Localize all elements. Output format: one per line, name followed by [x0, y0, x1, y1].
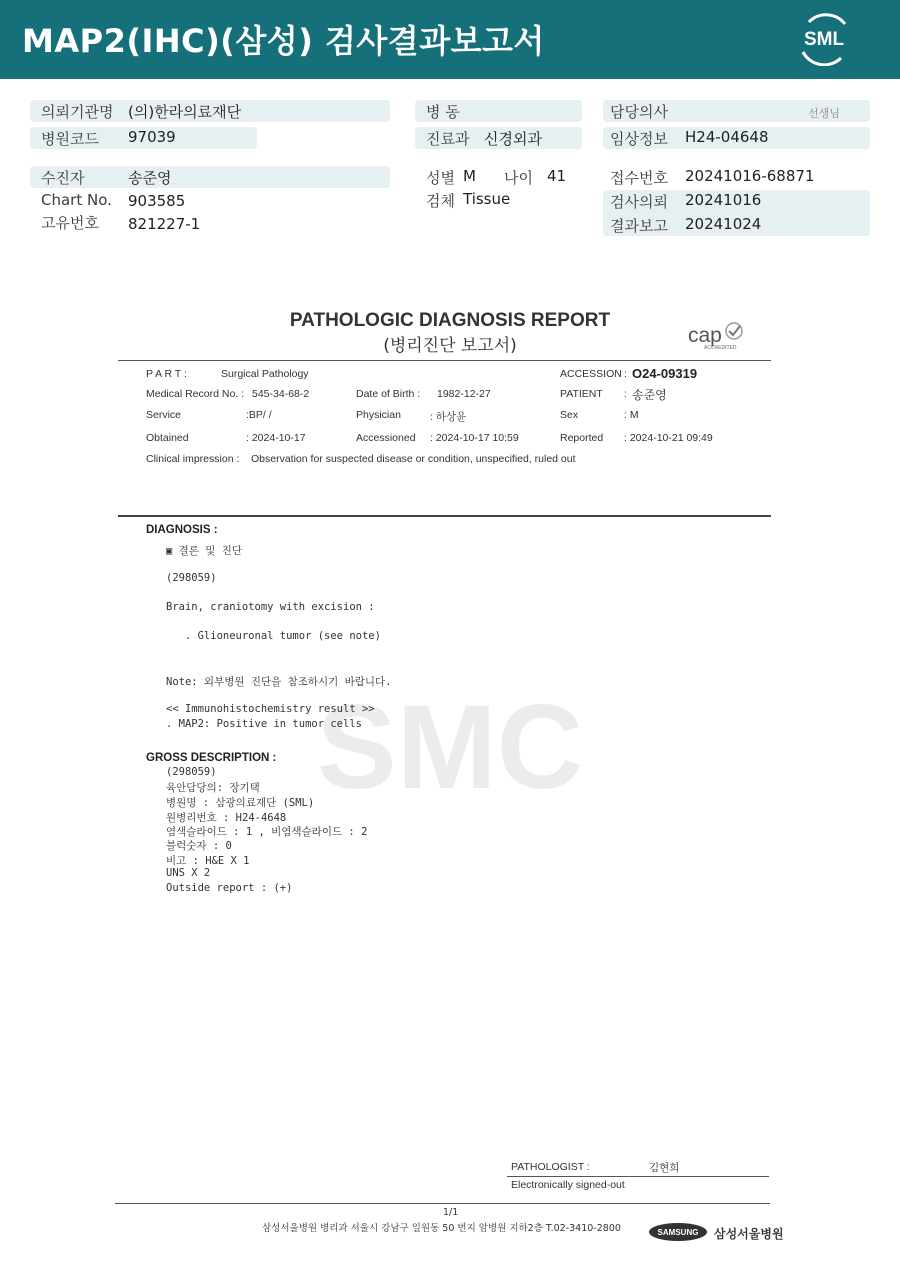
gross-line: 비고 : H&E X 1 — [166, 855, 250, 867]
report-header-divider — [118, 360, 771, 361]
mrn-label: Medical Record No. : — [146, 388, 245, 400]
patient-report-value: 송준영 — [632, 388, 667, 402]
gross-line: Outside report : (+) — [166, 882, 293, 894]
age-label: 나이 — [504, 169, 533, 187]
patient-value: 송준영 — [128, 169, 172, 187]
physician-value: : 하상윤 — [430, 411, 467, 423]
hospital-code-label: 병원코드 — [41, 130, 99, 148]
obtained-label: Obtained — [146, 432, 189, 444]
diagnosis-line: << Immunohistochemistry result >> — [166, 703, 375, 715]
diagnosis-line: . MAP2: Positive in tumor cells — [166, 718, 362, 730]
accession-label: ACCESSION — [560, 368, 622, 380]
patient-report-label: PATIENT — [560, 388, 603, 400]
svg-text:SAMSUNG: SAMSUNG — [657, 1228, 699, 1237]
diagnosis-line: ▣ 결론 및 진단 — [166, 545, 243, 557]
gross-line: UNS X 2 — [166, 867, 211, 879]
accession-value: O24-09319 — [632, 366, 698, 381]
gross-description-heading: GROSS DESCRIPTION : — [146, 752, 277, 764]
request-label: 검사의뢰 — [610, 193, 668, 211]
gross-line: (298059) — [166, 766, 217, 778]
sex-value: M — [463, 167, 476, 185]
diagnosis-line: Note: 외부병원 진단을 참조하시기 바랍니다. — [166, 676, 392, 688]
pathologist-value: 김현희 — [649, 1162, 680, 1174]
sex-report-label: Sex — [560, 409, 579, 421]
reported-label: Reported — [560, 432, 604, 444]
dob-label: Date of Birth : — [356, 388, 421, 400]
gross-line: 블럭숫자 : 0 — [166, 840, 232, 852]
cap-accredited-logo-icon — [686, 318, 750, 352]
clinical-impression-label: Clinical impression : — [146, 453, 240, 465]
diagnosis-heading: DIAGNOSIS : — [146, 524, 218, 536]
footer-divider — [115, 1203, 770, 1204]
result-label: 결과보고 — [610, 217, 668, 235]
diagnosis-line: Brain, craniotomy with excision : — [166, 601, 375, 613]
signed-out-text: Electronically signed-out — [511, 1179, 625, 1191]
service-label: Service — [146, 409, 182, 421]
institution-value: (의)한라의료재단 — [128, 103, 242, 121]
gross-line: 육안담당의: 장기택 — [166, 782, 260, 794]
accession-colon: : — [624, 368, 627, 380]
hospital-name: 삼성서울병원 — [714, 1227, 784, 1241]
diagnosis-line: . Glioneuronal tumor (see note) — [166, 630, 381, 642]
ward-label: 병 동 — [426, 103, 460, 121]
unique-label: 고유번호 — [41, 214, 99, 232]
department-label: 진료과 — [426, 130, 470, 148]
unique-value: 821227-1 — [128, 215, 201, 233]
samsung-logo-icon — [648, 1222, 708, 1242]
svg-text:SML: SML — [803, 29, 845, 50]
hospital-code-value: 97039 — [128, 128, 176, 146]
diagnosis-divider — [118, 515, 771, 517]
footer-address: 삼성서울병원 병리과 서울시 강남구 일원동 50 번지 암병원 지하2층 T.02-3410-2800 — [262, 1223, 621, 1234]
age-value: 41 — [547, 167, 567, 185]
specimen-value: Tissue — [463, 190, 511, 208]
specimen-label: 검체 — [426, 192, 455, 210]
department-value: 신경외과 — [484, 130, 542, 148]
report-subtitle: (병리진단 보고서) — [383, 336, 517, 356]
pathologist-label: PATHOLOGIST : — [511, 1161, 590, 1173]
svg-text:cap: cap — [688, 324, 722, 347]
sex-label: 성별 — [426, 169, 455, 187]
accessioned-label: Accessioned — [356, 432, 416, 444]
service-value: :BP/ / — [246, 409, 272, 421]
svg-text:ACCREDITED: ACCREDITED — [704, 345, 737, 351]
reported-value: : 2024-10-21 09:49 — [624, 432, 713, 444]
clinical-info-value: H24-04648 — [685, 128, 769, 146]
svg-text:SMC: SMC — [316, 690, 584, 800]
obtained-value: : 2024-10-17 — [246, 432, 306, 444]
gross-line: 원병리번호 : H24-4648 — [166, 812, 287, 824]
clinical-impression-value: Observation for suspected disease or condition, unspecified, ruled out — [251, 453, 576, 465]
diagnosis-line: (298059) — [166, 572, 217, 584]
report-title: PATHOLOGIC DIAGNOSIS REPORT — [289, 310, 611, 331]
receipt-label: 접수번호 — [610, 169, 668, 187]
part-value: Surgical Pathology — [221, 368, 309, 380]
signature-divider — [507, 1176, 769, 1177]
page-number: 1/1 — [443, 1207, 459, 1218]
clinical-info-label: 임상정보 — [610, 130, 668, 148]
doctor-label: 담당의사 — [610, 103, 668, 121]
chart-value: 903585 — [128, 192, 186, 210]
receipt-value: 20241016-68871 — [685, 167, 815, 185]
doctor-suffix: 선생님 — [808, 107, 840, 120]
gross-line: 병원명 : 삼광의료재단 (SML) — [166, 797, 315, 809]
dob-value: 1982-12-27 — [437, 388, 491, 400]
result-value: 20241024 — [685, 215, 762, 233]
part-label: P A R T : — [146, 368, 187, 380]
accessioned-value: : 2024-10-17 10:59 — [430, 432, 519, 444]
mrn-value: 545-34-68-2 — [252, 388, 310, 400]
gross-line: 염색슬라이드 : 1 , 비염색슬라이드 : 2 — [166, 826, 368, 838]
chart-label: Chart No. — [41, 191, 112, 209]
physician-label: Physician — [356, 409, 401, 421]
patient-colon: : — [624, 388, 627, 400]
header-bar — [0, 0, 900, 79]
sex-report-value: : M — [624, 409, 639, 421]
page-title: MAP2(IHC)(삼성) 검사결과보고서 — [22, 22, 545, 60]
request-value: 20241016 — [685, 191, 762, 209]
patient-label: 수진자 — [41, 169, 85, 187]
sml-logo-icon — [795, 12, 853, 66]
institution-label: 의뢰기관명 — [41, 103, 114, 121]
